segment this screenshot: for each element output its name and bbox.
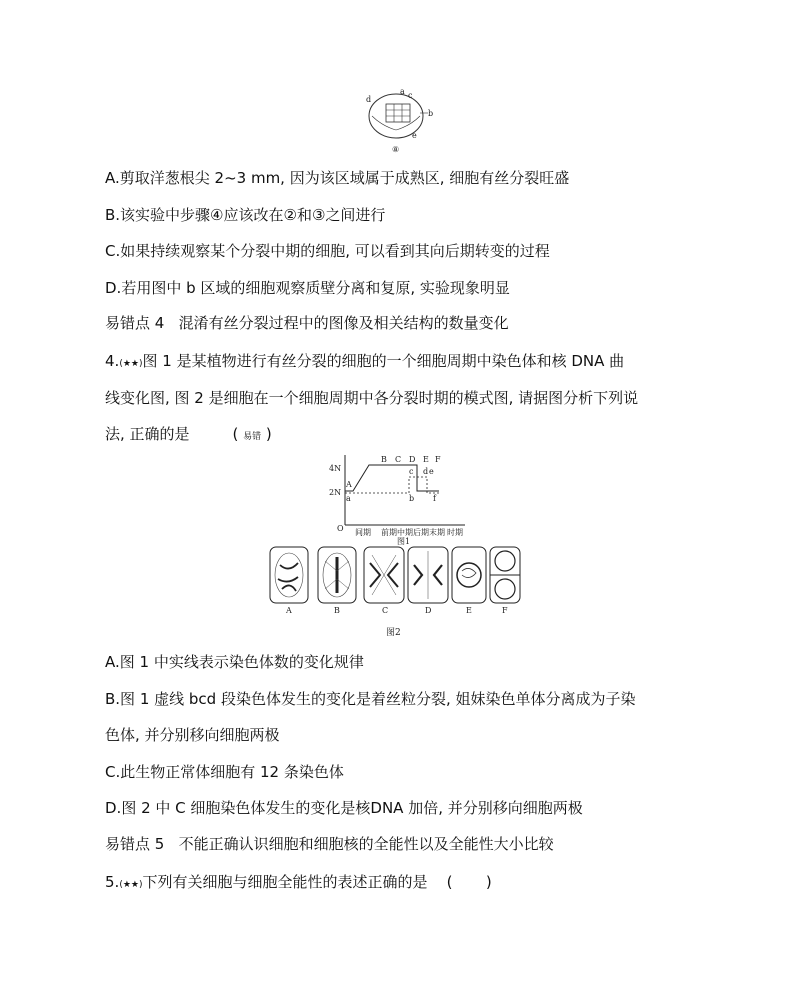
error-point-5 xyxy=(105,834,554,854)
cell-label: C xyxy=(382,606,389,615)
figure-label: b xyxy=(428,109,434,118)
point-label: C xyxy=(395,455,402,464)
cell-label: D xyxy=(425,606,432,615)
figure-label: a xyxy=(400,87,405,96)
point-label: A xyxy=(346,480,352,489)
figure-label: e xyxy=(412,131,417,140)
error-point-text: 不能正确认识细胞和细胞核的全能性以及全能性大小比较 xyxy=(178,835,554,853)
cell-a xyxy=(270,547,308,615)
answer-paren-open: ( xyxy=(232,425,239,443)
point-label: B xyxy=(381,455,387,464)
x-label-time: 时期 xyxy=(447,528,463,537)
question-text: 下列有关细胞与细胞全能性的表述正确的是 xyxy=(142,873,428,891)
error-point-4 xyxy=(105,313,509,333)
question-text: 法, 正确的是 xyxy=(105,425,190,443)
cell-label: F xyxy=(502,606,508,615)
point-label: a xyxy=(346,494,351,503)
q3-option-c: C.如果持续观察某个分裂中期的细胞, 可以看到其向后期转变的过程 xyxy=(105,242,550,260)
difficulty-stars: (★★) xyxy=(119,359,143,369)
root-tip-figure xyxy=(362,86,434,156)
point-label: D xyxy=(409,455,416,464)
cell-label: A xyxy=(286,606,292,615)
cell-e xyxy=(452,547,486,615)
point-label: E xyxy=(423,455,429,464)
point-label: F xyxy=(435,455,441,464)
error-point-title: 易错点 5 xyxy=(105,835,165,853)
q4-option-b: B.图 1 虚线 bcd 段染色体发生的变化是着丝粒分裂, 姐妹染色单体分离成为子染 xyxy=(105,690,636,708)
y-tick-2n: 2N xyxy=(329,488,342,497)
answer-paren-open: ( xyxy=(446,873,453,891)
point-label: f xyxy=(433,494,436,503)
cell-b xyxy=(318,547,356,615)
cell-label: B xyxy=(334,606,340,615)
origin-label: O xyxy=(337,524,344,533)
question-number: 5. xyxy=(105,873,120,891)
cell-label: E xyxy=(466,606,472,615)
q4-option-c: C.此生物正常体细胞有 12 条染色体 xyxy=(105,763,344,781)
error-tag: 易错 xyxy=(243,432,262,442)
point-label: e xyxy=(429,467,434,476)
q4-option-d: D.图 2 中 C 细胞染色体发生的变化是核DNA 加倍, 并分别移向细胞两极 xyxy=(105,799,583,817)
question-number: 4. xyxy=(105,352,120,370)
error-point-title: 易错点 4 xyxy=(105,314,165,332)
q4-option-b-cont: 色体, 并分别移向细胞两极 xyxy=(105,726,280,744)
cell-c xyxy=(364,547,404,615)
answer-paren-close: ) xyxy=(485,873,492,891)
q5-stem xyxy=(105,872,492,895)
x-label-interphase: 间期 xyxy=(355,528,371,537)
q4-stem-line2: 线变化图, 图 2 是细胞在一个细胞周期中各分裂时期的模式图, 请据图分析下列说 xyxy=(105,389,639,407)
cell-f xyxy=(490,547,520,615)
q3-option-b: B.该实验中步骤④应该改在②和③之间进行 xyxy=(105,206,386,224)
figure-caption: ⑧ xyxy=(392,145,400,154)
q3-option-d: D.若用图中 b 区域的细胞观察质壁分离和复原, 实验现象明显 xyxy=(105,279,510,297)
point-label: c xyxy=(409,467,414,476)
figure-label: c xyxy=(408,91,413,100)
cell-d xyxy=(408,547,448,615)
point-label: d xyxy=(423,467,429,476)
question-text: 图 1 是某植物进行有丝分裂的细胞的一个细胞周期中染色体和核 DNA 曲 xyxy=(142,352,625,370)
difficulty-stars: (★★) xyxy=(119,880,143,890)
q3-option-a: A.剪取洋葱根尖 2~3 mm, 因为该区域属于成熟区, 细胞有丝分裂旺盛 xyxy=(105,169,570,187)
q4-stem-line1 xyxy=(105,351,624,374)
x-label-phases: 前期中期后期末期 xyxy=(381,528,445,537)
y-tick-4n: 4N xyxy=(329,464,342,473)
point-label: b xyxy=(409,494,415,503)
figure-2-caption: 图2 xyxy=(386,628,401,638)
answer-paren-close: ) xyxy=(265,425,272,443)
q4-stem-line3 xyxy=(105,424,272,447)
q4-option-a: A.图 1 中实线表示染色体数的变化规律 xyxy=(105,653,364,671)
error-point-text: 混淆有丝分裂过程中的图像及相关结构的数量变化 xyxy=(178,314,509,332)
figure-1-graph xyxy=(325,453,475,545)
figure-label: d xyxy=(366,95,372,104)
figure-2-cells xyxy=(268,545,522,639)
figure-1-caption: 图1 xyxy=(397,537,411,545)
